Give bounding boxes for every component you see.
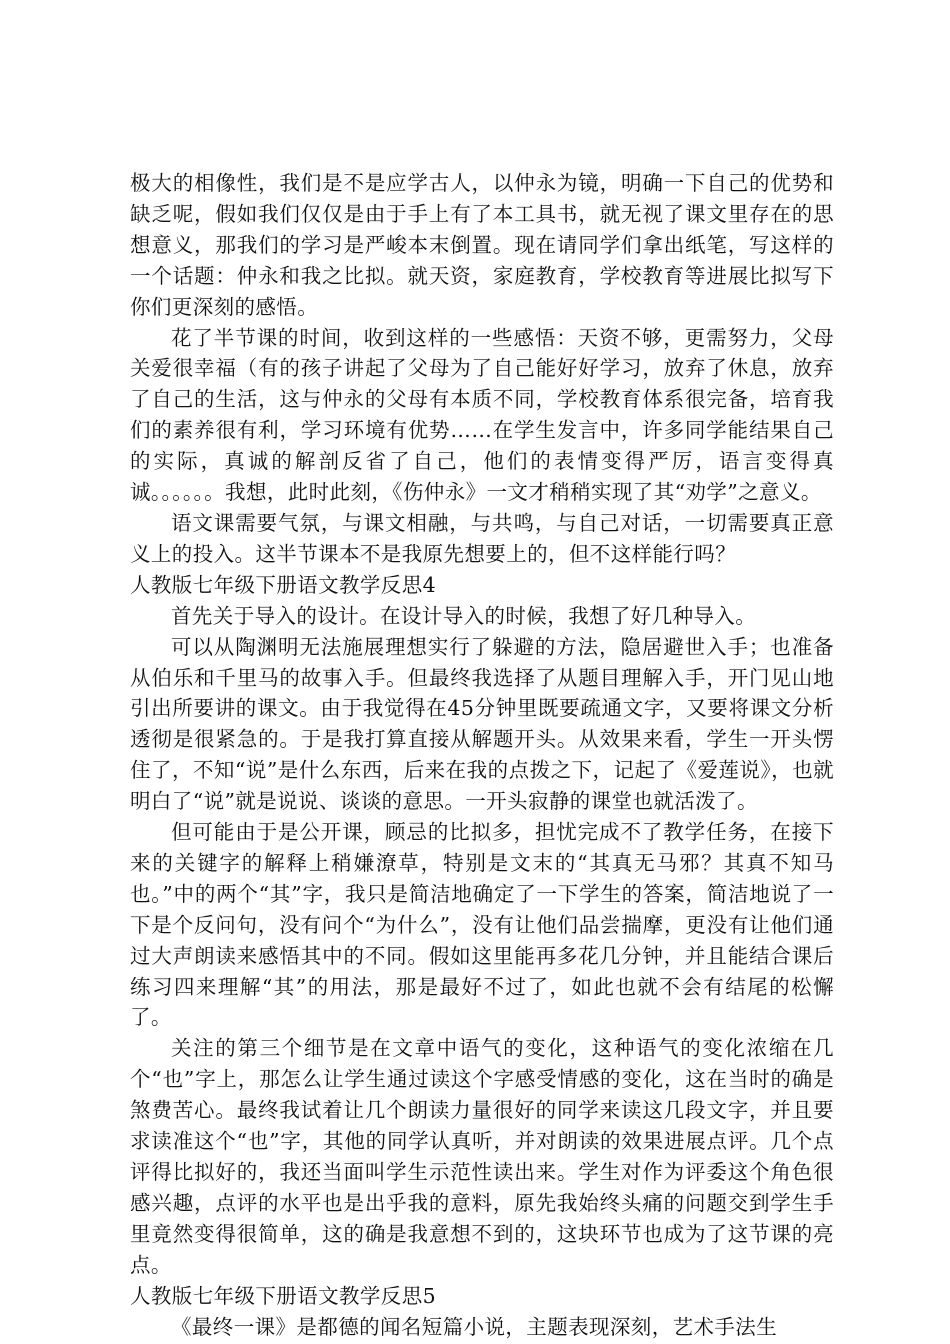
paragraph: 首先关于导入的设计。在设计导入的时候，我想了好几种导入。: [171, 603, 757, 628]
paragraph: 可以从陶渊明无法施展理想实行了躲避的方法，隐居避世入手；也准备从伯乐和千里马的故事入手。但最终我选择了从题目理解入手，开门见山地引出所要讲的课文。由于我觉得在45分钟里既要疏通文字，又要将课文分析透彻是很紧急的。于是我打算直接从解题开头。从效果来看，学生一开头愣住了，不知“说”是什么东西，后来在我的点拨之下，记起了《爱莲说》，也就明白了“说”就是说说、谈谈的意思。一开头寂静的课堂也就活泼了。: [130, 634, 834, 814]
document-body: [130, 168, 834, 1342]
paragraph: 《最终一课》是都德的闻名短篇小说，主题表现深刻，艺术手法生: [171, 1314, 778, 1339]
section-heading: 人教版七年级下册语文教学反思5: [130, 1283, 437, 1308]
paragraph: 语文课需要气氛，与课文相融，与共鸣，与自己对话，一切需要真正意义上的投入。这半节课本不是我原先想要上的，但不这样能行吗？: [130, 510, 834, 566]
paragraph: 花了半节课的时间，收到这样的一些感悟：天资不够，更需努力，父母关爱很幸福（有的孩子讲起了父母为了自己能好好学习，放弃了休息，放弃了自己的生活，这与仲永的父母有本质不同，学校教育体系很完备，培育我们的素养很有利，学习环境有优势……在学生发言中，许多同学能结果自己的实际，真诚的解剖反省了自己，他们的表情变得严厉，语言变得真诚。。。。。。我想，此时此刻，《伤仲永》一文才稍稍实现了其“劝学”之意义。: [130, 325, 834, 505]
paragraph-continuation: 极大的相像性，我们是不是应学古人，以仲永为镜，明确一下自己的优势和缺乏呢，假如我们仅仅是由于手上有了本工具书，就无视了课文里存在的思想意义，那我们的学习是严峻本末倒置。现在请同学们拿出纸笔，写这样的一个话题：仲永和我之比拟。就天资，家庭教育，学校教育等进展比拟写下你们更深刻的感悟。: [130, 171, 834, 319]
paragraph: 关注的第三个细节是在文章中语气的变化，这种语气的变化浓缩在几个“也”字上，那怎么让学生通过读这个字感受情感的变化，这在当时的确是煞费苦心。最终我试着让几个朗读力量很好的同学来读这几段文字，并且要求读准这个“也”字，其他的同学认真听，并对朗读的效果进展点评。几个点评得比拟好的，我还当面叫学生示范性读出来。学生对作为评委这个角色很感兴趣，点评的水平也是出乎我的意料，原先我始终头痛的问题交到学生手里竟然变得很简单，这的确是我意想不到的，这块环节也成为了这节课的亮点。: [130, 1036, 834, 1277]
paragraph: 但可能由于是公开课，顾忌的比拟多，担忧完成不了教学任务，在接下来的关键字的解释上稍嫌潦草，特别是文末的“其真无马邪？其真不知马也。”中的两个“其”字，我只是简洁地确定了一下学生的答案，简洁地说了一下是个反问句，没有问个“为什么”，没有让他们品尝揣摩，更没有让他们通过大声朗读来感悟其中的不同。假如这里能再多花几分钟，并且能结合课后练习四来理解“其”的用法，那是最好不过了，如此也就不会有结尾的松懈了。: [130, 820, 834, 1030]
section-heading: 人教版七年级下册语文教学反思4: [130, 572, 437, 597]
